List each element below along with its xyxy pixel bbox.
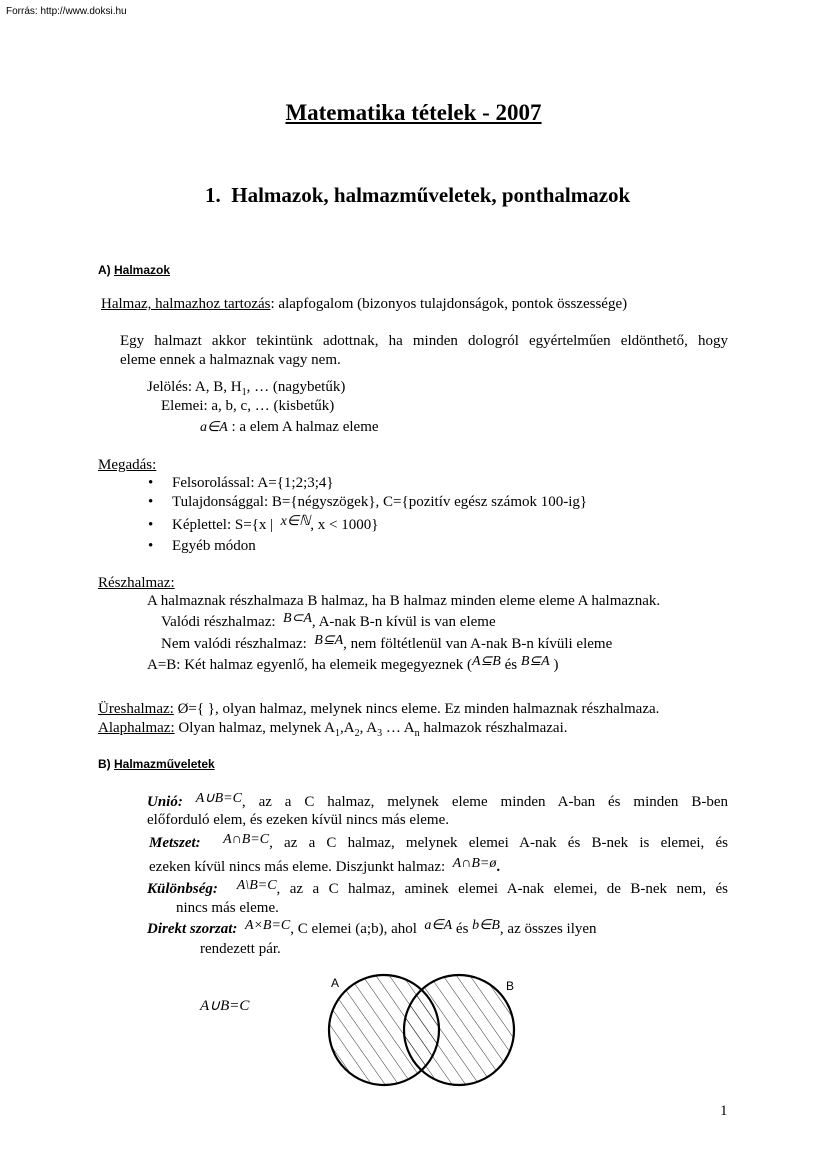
section-b-heading: B) Halmazműveletek [98,757,215,771]
empty-set-line: Üreshalmaz: Ø={ }, olyan halmaz, melynek nincs eleme. Ez minden halmaznak részhalmaza. [98,701,660,717]
set-a-label: A [331,976,340,990]
list-item: • Tulajdonsággal: B={négyszögek}, C={pozitív egész számok 100-ig} [148,494,588,510]
chapter-heading: 1. Halmazok, halmazműveletek, ponthalmazok [205,183,631,207]
intersection-line-2: ezeken kívül nincs más eleme. Diszjunkt halmaz: A∩B=ø. [149,856,501,875]
reszhalmaz-label: Részhalmaz: [98,575,175,591]
paragraph-line-1: Egy halmazt akkor tekintünk adottnak, ha minden dologról egyértelműen eldönthető, hogy [120,333,728,349]
universal-set-line: Alaphalmaz: Olyan halmaz, melynek $A_1,A_2$, $A_3$ … $A_n$ halmazok részhalmazai. [98,720,568,739]
list-item: • Egyéb módon [148,538,256,554]
list-item: • Felsorolással: A={1;2;3;4} [148,475,334,491]
page-number: 1 [720,1103,728,1119]
cartesian-line-1: Direkt szorzat: A×B=C, C elemei (a;b), ahol a∈A és b∈B, az összes ilyen [147,918,597,937]
section-a-heading: A) Halmazok [98,263,171,277]
notation-line: Jelölés: A, B, $H_1$, … (nagybetűk) [147,379,346,398]
element-of-line: a∈A : a elem A halmaz eleme [200,419,379,435]
cartesian-line-2: rendezett pár. [200,941,281,957]
elements-line: Elemei: a, b, c, … (kisbetűk) [161,398,335,414]
difference-line-1: Különbség: A\B=C, az a C halmaz, aminek elemei A-nak elemei, de B-nek nem, és [147,878,729,897]
subset-definition: A halmaznak részhalmaza B halmaz, ha B halmaz minden eleme eleme A halmaznak. [147,593,661,609]
megadas-label: Megadás: [98,457,157,473]
difference-line-2: nincs más eleme. [176,900,279,916]
list-item: • Képlettel: S={x | x∈ℕ, x < 1000} [148,514,379,533]
paragraph-line-2: eleme ennek a halmaznak vagy nem. [120,352,341,368]
definition-line: Halmaz, halmazhoz tartozás: alapfogalom (bizonyos tulajdonságok, pontok összessége) [101,296,628,312]
union-line-2: előforduló elem, és ezeken kívül nincs más eleme. [147,812,449,828]
subset-line: Nem valódi részhalmaz: B⊆A, nem föltétlenül van A-nak B-n kívüli eleme [161,633,613,652]
page-title: Matematika tételek - 2007 [285,100,542,125]
proper-subset-line: Valódi részhalmaz: B⊂A, A-nak B-n kívül is van eleme [161,611,496,630]
equal-sets-line: A=B: Két halmaz egyenlő, ha elemeik megegyeznek (A⊆B és B⊆A ) [147,654,559,673]
venn-diagram [318,970,528,1100]
venn-caption: A∪B=C [200,998,250,1014]
source-url: Forrás: http://www.doksi.hu [6,6,127,17]
union-line-1: Unió: A∪B=C, az a C halmaz, melynek eleme minden A-ban és minden B-ben [147,791,729,810]
intersection-line-1: Metszet: A∩B=C, az a C halmaz, melynek elemei A-nak és B-nek is elemei, és [149,832,729,851]
set-b-label: B [506,979,515,993]
